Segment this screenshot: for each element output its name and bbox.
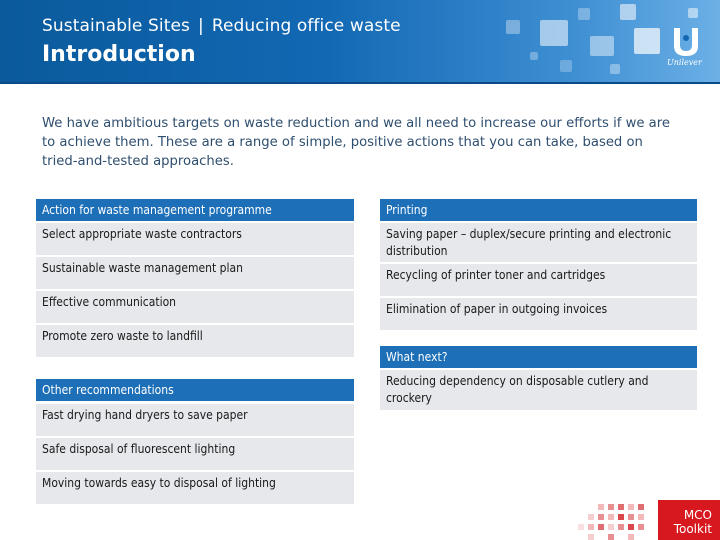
right-table-header (380, 199, 697, 221)
table-row-text: Recycling of printer toner and cartridges (386, 268, 606, 282)
table-row-text: Sustainable waste management plan (42, 261, 243, 275)
table-row (36, 291, 354, 323)
table-row (36, 257, 354, 289)
left-table-header-text: Action for waste management programme (42, 203, 272, 217)
section-subtitle: Reducing office waste (211, 16, 401, 36)
table-row-text: Reducing dependency on disposable cutlery and crockery (386, 374, 649, 405)
table-row-text: Elimination of paper in outgoing invoices (386, 302, 608, 316)
table-row-text: Fast drying hand dryers to save paper (42, 408, 248, 422)
table-row-text: Select appropriate waste contractors (42, 227, 242, 241)
page-title: Introduction (42, 42, 196, 67)
whats-next-header-text: What next? (386, 350, 448, 364)
logo-wordmark: Unilever (667, 58, 702, 67)
table-row-text: Saving paper – duplex/secure printing and electronic distribution (386, 227, 672, 258)
site-name: Sustainable Sites (42, 16, 190, 36)
table-row-text: Effective communication (42, 295, 177, 309)
table-row (36, 325, 354, 357)
breadcrumb (42, 16, 401, 36)
table-row (36, 223, 354, 255)
footer-decorative-squares (578, 500, 658, 540)
intro-paragraph: We have ambitious targets on waste reduction and we all need to increase our efforts if we are to achieve them. These are a range of simple, positive actions that you can take, based on tried-and-tested approaches. (42, 116, 671, 169)
other-recommendations-header (36, 379, 354, 401)
other-recommendations-header-text: Other recommendations (42, 383, 174, 397)
table-row (36, 404, 354, 436)
mco-toolkit-badge (658, 500, 720, 540)
table-row-text: Moving towards easy to disposal of lighting (42, 476, 276, 490)
table-row (380, 223, 697, 262)
table-row (380, 370, 697, 410)
right-table-header-text: Printing (386, 203, 428, 217)
table-row (380, 264, 697, 296)
table-row (36, 438, 354, 470)
header-divider (0, 82, 720, 84)
badge-line-2: Toolkit (673, 522, 712, 536)
table-row-text: Promote zero waste to landfill (42, 329, 203, 343)
breadcrumb-separator: | (198, 16, 204, 36)
whats-next-header (380, 346, 697, 368)
badge-line-1: MCO (683, 508, 712, 522)
table-row (36, 472, 354, 504)
table-row (380, 298, 697, 330)
table-row-text: Safe disposal of fluorescent lighting (42, 442, 236, 456)
slide-header (0, 0, 720, 84)
left-table-header (36, 199, 354, 221)
